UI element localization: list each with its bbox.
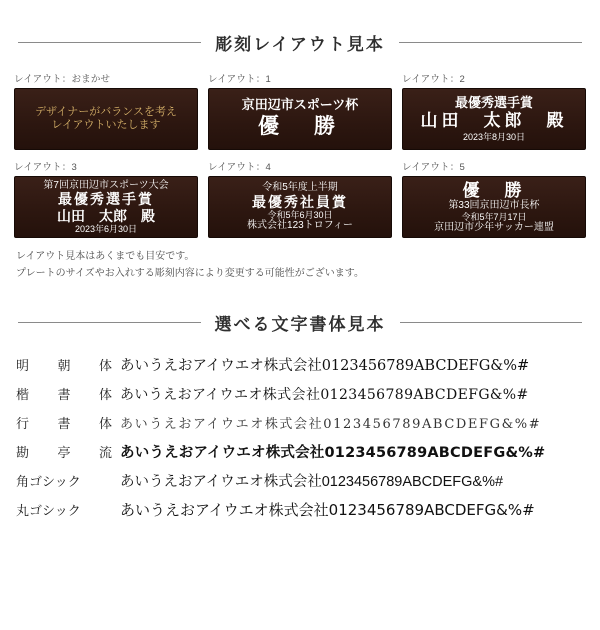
layout-sample-grid: [14, 71, 586, 238]
plate-line: 優 勝: [462, 180, 526, 200]
layout-note-line: レイアウト見本はあくまでも目安です。: [16, 251, 195, 262]
plate-line: 第33回京田辺市長杯: [448, 200, 540, 212]
font-sample-text: あいうえおアイウエオ株式会社0123456789ABCDEFG&%#: [120, 445, 546, 461]
plate-line: 最優秀社員賞: [252, 193, 348, 210]
font-name-char: 体: [98, 358, 112, 373]
font-name-char: 体: [98, 416, 112, 431]
layout-sample-label: レイアウト：4: [208, 162, 271, 173]
plate-line: 京田辺市少年サッカー連盟: [434, 221, 554, 233]
font-sample-table: [16, 350, 584, 524]
font-name: [16, 384, 120, 403]
font-sample-text: あいうえおアイウエオ株式会社0123456789ABCDEFG&%#: [120, 386, 529, 403]
font-sample-row: [16, 495, 584, 524]
font-name-char: 朝: [57, 358, 71, 373]
layout-sample-cell: [14, 71, 198, 150]
layout-note-line: プレートのサイズやお入れする彫刻内容により変更する可能性がございます。: [16, 267, 364, 279]
layout-section-title: 彫刻レイアウト見本: [215, 35, 385, 54]
engraving-plate: [14, 176, 198, 238]
plate-line: デザイナーがバランスを考え: [35, 106, 177, 119]
font-sample-row: [16, 437, 584, 466]
heading-rule-left: [18, 42, 201, 43]
plate-line: 山田 太郎 殿: [420, 110, 568, 130]
font-name: [16, 442, 120, 461]
font-name-char: 楷: [16, 387, 30, 402]
font-sample-text: あいうえおアイウエオ株式会社0123456789ABCDEFG&%#: [120, 417, 542, 432]
engraving-plate: [208, 88, 392, 150]
font-name-char: 書: [57, 387, 71, 402]
layout-sample-label: レイアウト：5: [402, 162, 465, 173]
engraving-plate: [14, 88, 198, 150]
plate-line: 2023年6月30日: [74, 223, 138, 234]
plate-line: 優 勝: [258, 115, 342, 139]
font-name-char: 書: [57, 416, 71, 431]
font-sample-row: [16, 350, 584, 379]
plate-line: レイアウトいたします: [51, 119, 161, 131]
heading-rule-right: [400, 322, 583, 323]
font-name-char: 流: [98, 445, 112, 460]
font-name-char: 体: [98, 387, 112, 402]
font-sample-row: [16, 466, 584, 495]
plate-line: 株式会社123トロフィー: [247, 220, 353, 232]
plate-line: 最優秀選手賞: [58, 191, 154, 208]
font-name-char: 亭: [57, 445, 71, 460]
engraving-sample-page: [0, 30, 600, 630]
layout-sample-cell: [14, 159, 198, 238]
font-sample-row: [16, 408, 584, 437]
layout-sample-cell: [402, 159, 586, 238]
plate-line: 山田 太郎 殿: [57, 207, 155, 224]
plate-line: 令和5年6月30日: [267, 209, 333, 220]
fonts-section-heading: [0, 310, 600, 335]
font-name-char: 勘: [16, 445, 30, 460]
engraving-plate: [402, 88, 586, 150]
layout-notes: [16, 249, 584, 282]
font-name-char: 明: [16, 358, 30, 373]
engraving-plate: [402, 176, 586, 238]
font-sample-text: あいうえおアイウエオ株式会社0123456789ABCDEFG&%#: [120, 358, 530, 374]
layout-sample-label: レイアウト：おまかせ: [14, 74, 111, 85]
font-sample-text: あいうえおアイウエオ株式会社0123456789ABCDEFG&%#: [120, 501, 535, 519]
layout-sample-cell: [402, 71, 586, 150]
engraving-plate: [208, 176, 392, 238]
font-name: [16, 413, 120, 432]
layout-section-heading: [0, 30, 600, 55]
fonts-section-title: 選べる文字書体見本: [214, 315, 386, 334]
heading-rule-left: [18, 322, 201, 323]
font-name-char: 行: [16, 416, 30, 431]
plate-line: 2023年8月30日: [462, 132, 526, 143]
font-sample-row: [16, 379, 584, 408]
plate-line: 最優秀選手賞: [454, 94, 533, 110]
font-name: 丸ゴシック: [16, 503, 81, 518]
layout-sample-label: レイアウト：3: [14, 162, 77, 173]
heading-rule-right: [399, 42, 582, 43]
layout-sample-label: レイアウト：2: [402, 74, 465, 85]
plate-line: 令和5年度上半期: [262, 182, 338, 194]
layout-sample-cell: [208, 159, 392, 238]
font-name: [16, 355, 120, 374]
font-name: 角ゴシック: [16, 474, 81, 489]
layout-sample-cell: [208, 71, 392, 150]
layout-sample-label: レイアウト：1: [208, 74, 271, 85]
font-sample-text: あいうえおアイウエオ株式会社0123456789ABCDEFG&%#: [120, 474, 504, 490]
plate-line: 第7回京田辺市スポーツ大会: [43, 179, 169, 191]
plate-line: 令和5年7月17日: [461, 211, 527, 222]
plate-line: 京田辺市スポーツ杯: [241, 97, 359, 113]
